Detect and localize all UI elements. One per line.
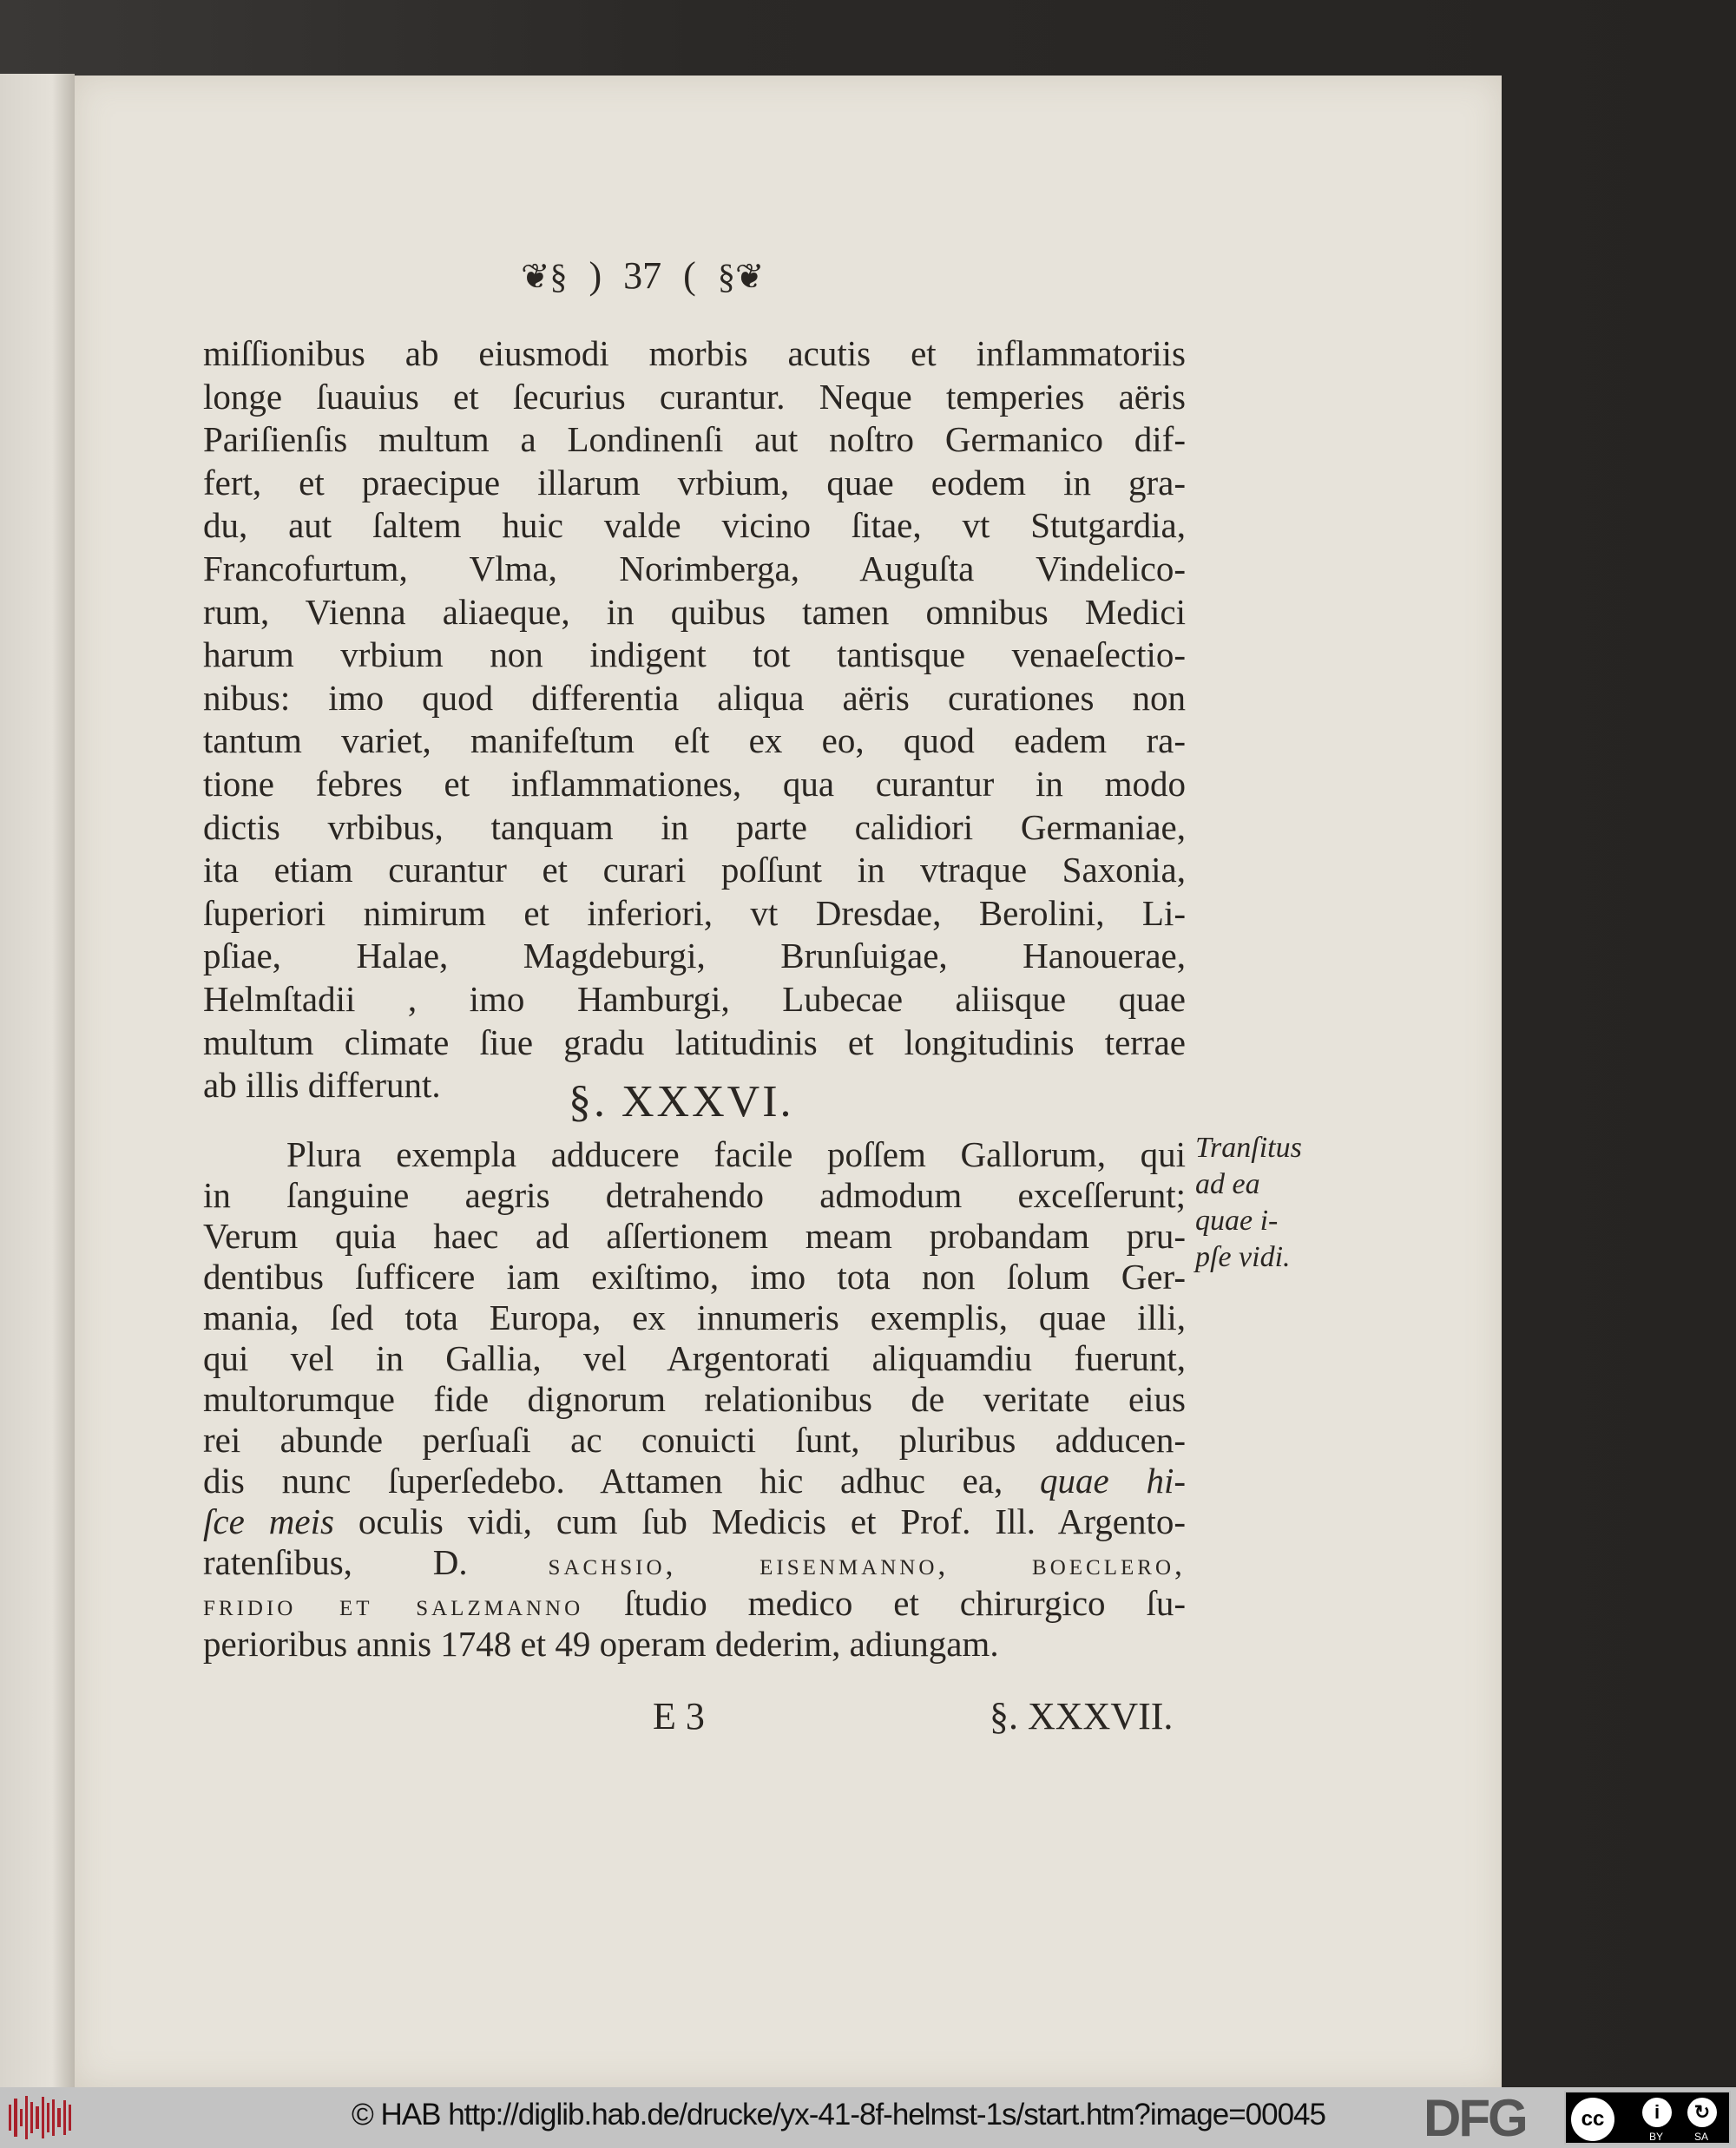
page-number: ) 37 (	[589, 254, 696, 297]
text-line	[203, 1500, 1186, 1543]
text-line	[203, 1337, 1186, 1380]
text-line	[203, 503, 1186, 547]
text-line	[203, 375, 1186, 418]
text-line	[203, 461, 1186, 504]
text-line	[203, 1459, 1186, 1502]
text-segment: Pariſienſis multum a Londinenſi aut noſtro Germanico dif-	[203, 419, 1186, 460]
hab-logo-icon[interactable]	[9, 2094, 71, 2141]
text-segment: tione febres et inflammationes, qua curantur in modo	[203, 764, 1186, 804]
text-line	[203, 719, 1186, 762]
margin-note-line: quae i-	[1195, 1205, 1279, 1237]
running-header	[521, 253, 764, 298]
text-segment: miſſionibus ab eiusmodi morbis acutis et inflammatoriis	[203, 333, 1186, 373]
text-line	[203, 676, 1186, 719]
text-segment: multum climate ſiue gradu latitudinis et longitudinis terrae	[203, 1021, 1186, 1062]
text-segment: dictis vrbibus, tanquam in parte calidiori Germaniae,	[203, 806, 1186, 847]
text-line	[203, 1173, 1186, 1217]
text-segment: sachsio, eisenmanno, boeclero,	[548, 1547, 1186, 1581]
text-segment: rum, Vienna aliaeque, in quibus tamen omnibus Medici	[203, 591, 1186, 632]
text-segment: multorumque fide dignorum relationibus de veritate eius	[203, 1379, 1186, 1419]
text-segment: Plura exempla adducere facile poſſem Gallorum, qui	[286, 1134, 1186, 1174]
text-segment: ita etiam curantur et curari poſſunt in vtraque Saxonia,	[203, 850, 1186, 890]
text-line	[203, 1255, 1186, 1298]
adjacent-page-edge	[0, 74, 75, 2096]
signature-mark: E 3	[653, 1695, 705, 1737]
text-line	[203, 633, 1186, 676]
text-segment: tantum variet, manifeſtum eſt ex eo, quod eadem ra-	[203, 720, 1186, 761]
text-segment: qui vel in Gallia, vel Argentorati aliquamdiu fuerunt,	[203, 1338, 1186, 1378]
text-segment: perioribus annis 1748 et 49 operam dederim, adiungam.	[203, 1624, 999, 1664]
attribution-icon: i	[1642, 2098, 1672, 2127]
text-segment: fridio et salzmanno	[203, 1587, 584, 1622]
text-segment: ab illis differunt.	[203, 1065, 441, 1106]
text-segment: dis nunc ſuperſedebo. Attamen hic adhuc ea,	[203, 1461, 1041, 1501]
text-segment: ratenſibus, D.	[203, 1542, 549, 1582]
footer-bar	[0, 2087, 1736, 2148]
text-segment: harum vrbium non indigent tot tantisque venaeſectio-	[203, 634, 1186, 675]
text-segment: pſiae, Halae, Magdeburgi, Brunſuigae, Hanouerae,	[203, 936, 1186, 976]
text-line	[203, 848, 1186, 891]
text-line	[203, 1214, 1186, 1258]
text-line	[203, 805, 1186, 849]
text-line	[203, 891, 1186, 935]
text-segment: dentibus ſufficere iam exiſtimo, imo tota non ſolum Ger-	[203, 1257, 1186, 1297]
text-segment: rei abunde perſuaſi ac conuicti ſunt, pluribus adducen-	[203, 1420, 1186, 1460]
text-line	[203, 1021, 1186, 1064]
margin-note-line: ad ea	[1195, 1168, 1260, 1200]
text-segment: ſuperiori nimirum et inferiori, vt Dresdae, Berolini, Li-	[203, 892, 1186, 933]
ornament-right: §❦	[717, 257, 765, 296]
ornament-left: ❦§	[521, 257, 568, 296]
catchword: §. XXXVII.	[990, 1695, 1174, 1737]
text-segment: Verum quia haec ad aſſertionem meam probandam pru-	[203, 1216, 1186, 1256]
text-line	[203, 1581, 1186, 1625]
sa-label: SA	[1694, 2131, 1709, 2143]
margin-note-line: pſe vidi.	[1195, 1241, 1291, 1273]
text-line	[203, 547, 1186, 590]
margin-note-line: Tranſitus	[1195, 1132, 1302, 1164]
text-line	[203, 1133, 1186, 1176]
text-segment: nibus: imo quod differentia aliqua aëris curationes non	[203, 677, 1186, 718]
text-line	[203, 1540, 1186, 1584]
text-line	[203, 1377, 1186, 1421]
text-segment: Francofurtum, Vlma, Norimberga, Auguſta Vindelico-	[203, 548, 1186, 588]
text-segment: ſtudio medico et chirurgico ſu-	[583, 1583, 1186, 1623]
text-line	[203, 590, 1186, 634]
text-line	[203, 977, 1186, 1021]
text-segment: Helmſtadii , imo Hamburgi, Lubecae aliisque quae	[203, 979, 1186, 1019]
cc-icon: cc	[1571, 2098, 1614, 2141]
dfg-logo[interactable]: DFG	[1424, 2089, 1526, 2147]
text-line	[203, 762, 1186, 805]
text-line	[203, 417, 1186, 461]
section-heading: §. XXXVI.	[569, 1077, 794, 1127]
text-segment: oculis vidi, cum ſub Medicis et Prof. Ill. Argento-	[333, 1501, 1186, 1541]
text-segment: fert, et praecipue illarum vrbium, quae eodem in gra-	[203, 462, 1186, 503]
margin-note	[1195, 1130, 1302, 1276]
text-line	[203, 1622, 1186, 1665]
share-alike-icon: ↻	[1687, 2098, 1717, 2127]
text-segment: mania, ſed tota Europa, ex innumeris exemplis, quae illi,	[203, 1297, 1186, 1337]
text-segment: in ſanguine aegris detrahendo admodum exceſſerunt;	[203, 1175, 1186, 1215]
text-segment: longe ſuauius et ſecurius curantur. Neque temperies aëris	[203, 376, 1186, 417]
by-label: BY	[1649, 2131, 1664, 2143]
text-line	[203, 1296, 1186, 1339]
text-line	[203, 332, 1186, 375]
cc-license-badge[interactable]	[1564, 2091, 1731, 2145]
text-line	[203, 1418, 1186, 1462]
text-segment: quae hi-	[1040, 1461, 1186, 1501]
copyright-url[interactable]: © HAB http://diglib.hab.de/drucke/yx-41-8f-helmst-1s/start.htm?image=00045	[352, 2098, 1325, 2132]
text-line	[203, 934, 1186, 977]
text-segment: ſce meis	[203, 1501, 334, 1541]
text-segment: du, aut ſaltem huic valde vicino ſitae, vt Stutgardia,	[203, 505, 1186, 546]
